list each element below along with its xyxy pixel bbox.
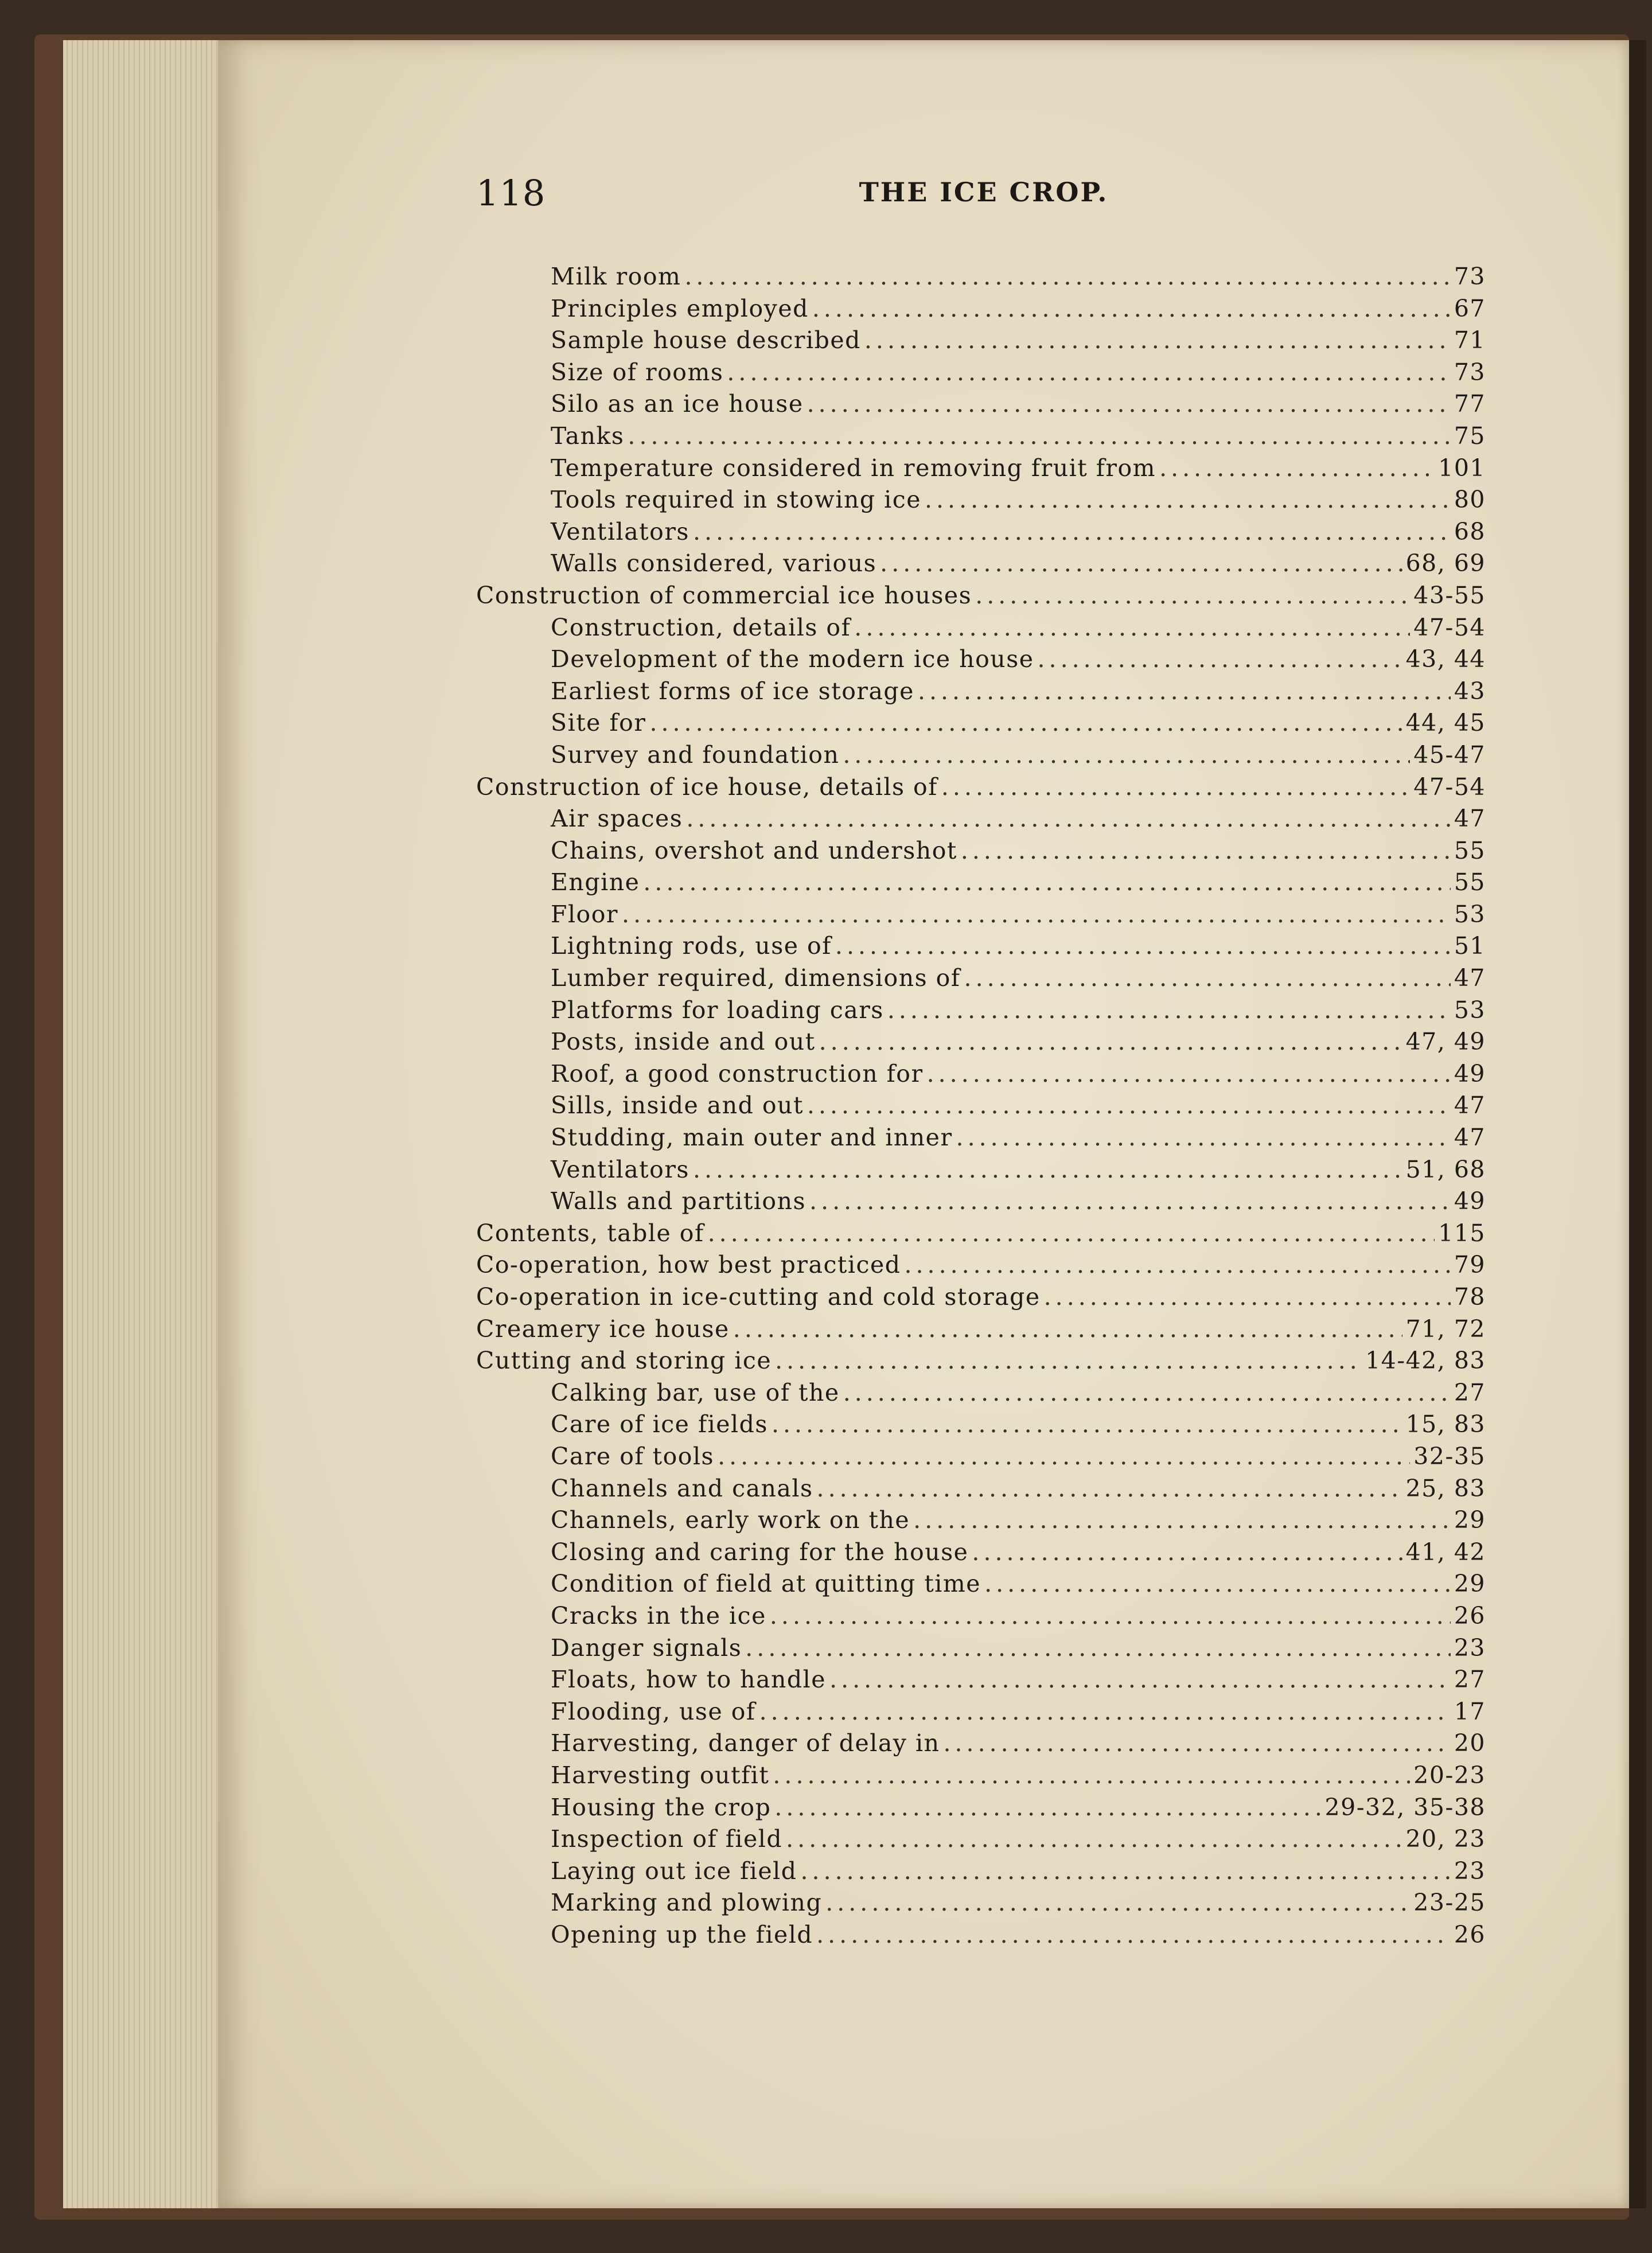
index-entry: [476, 709, 1486, 741]
entry-pages: 55: [1454, 868, 1486, 896]
entry-label: Contents, table of: [476, 1219, 704, 1247]
entry-label: Sills, inside and out: [551, 1092, 804, 1120]
index-entry: [476, 1475, 1486, 1507]
dot-leader: [718, 1443, 1410, 1470]
entry-pages: 47-54: [1413, 773, 1486, 801]
entry-pages: 55: [1454, 836, 1486, 864]
dot-leader: [825, 1889, 1410, 1916]
entry-pages: 23: [1454, 1634, 1486, 1662]
entry-pages: 20, 23: [1405, 1825, 1486, 1853]
entry-label: Creamery ice house: [476, 1315, 730, 1343]
index-entry: [476, 868, 1486, 901]
entry-label: Co-operation in ice-cutting and cold storage: [476, 1283, 1041, 1311]
entry-pages: 26: [1454, 1920, 1486, 1948]
index-entry: [476, 295, 1486, 327]
dot-leader: [943, 1729, 1450, 1757]
dot-leader: [972, 1538, 1402, 1566]
index-entry: [476, 645, 1486, 677]
entry-pages: 43, 44: [1405, 645, 1486, 673]
dot-leader: [864, 326, 1451, 354]
entry-label: Roof, a good construction for: [551, 1059, 924, 1087]
dot-leader: [843, 741, 1410, 769]
dot-leader: [887, 996, 1451, 1024]
index-entry: [476, 1315, 1486, 1347]
index-entry: [476, 901, 1486, 933]
dot-leader: [727, 358, 1450, 386]
entry-pages: 53: [1454, 996, 1486, 1024]
dot-leader: [684, 263, 1450, 290]
dot-leader: [918, 677, 1451, 705]
entry-label: Principles employed: [551, 294, 809, 322]
entry-label: Tools required in stowing ice: [551, 486, 921, 514]
entry-label: Housing the crop: [551, 1793, 772, 1821]
dot-leader: [819, 1028, 1402, 1055]
entry-label: Earliest forms of ice storage: [551, 677, 914, 705]
index-entry: [476, 1666, 1486, 1698]
entry-pages: 29-32, 35-38: [1324, 1793, 1486, 1821]
entry-pages: 27: [1454, 1378, 1486, 1406]
index-entry: [476, 1921, 1486, 1953]
dot-leader: [984, 1570, 1451, 1597]
index-entry: [476, 326, 1486, 358]
entry-pages: 71, 72: [1405, 1315, 1486, 1343]
entry-pages: 53: [1454, 900, 1486, 928]
dot-leader: [927, 1060, 1451, 1087]
entry-pages: 20-23: [1413, 1761, 1486, 1789]
entry-label: Floats, how to handle: [551, 1666, 827, 1694]
index-entry: [476, 263, 1486, 295]
dot-leader: [807, 1092, 1451, 1119]
index-entry: [476, 1506, 1486, 1538]
index-entry: [476, 773, 1486, 805]
entry-pages: 26: [1454, 1601, 1486, 1630]
entry-label: Channels, early work on the: [551, 1506, 910, 1534]
dot-leader: [835, 932, 1451, 960]
dot-leader: [941, 773, 1410, 801]
entry-pages: 49: [1454, 1187, 1486, 1215]
running-title: THE ICE CROP.: [859, 177, 1109, 208]
entry-label: Cracks in the ice: [551, 1601, 766, 1630]
index-entry: [476, 1538, 1486, 1570]
entry-label: Harvesting outfit: [551, 1761, 770, 1789]
entry-label: Survey and foundation: [551, 740, 840, 769]
dot-leader: [786, 1825, 1402, 1853]
entry-label: Silo as an ice house: [551, 390, 804, 418]
dot-leader: [913, 1506, 1451, 1534]
index-entry: [476, 1028, 1486, 1060]
entry-pages: 101: [1438, 454, 1486, 482]
index-entry: [476, 1602, 1486, 1634]
entry-pages: 47: [1454, 1092, 1486, 1120]
running-head: [476, 172, 1491, 218]
dot-leader: [770, 1602, 1451, 1630]
index-entry: [476, 518, 1486, 550]
index-entry: [476, 1634, 1486, 1666]
dot-leader: [772, 1410, 1402, 1438]
entry-pages: 47: [1454, 1124, 1486, 1152]
entry-pages: 43-55: [1413, 581, 1486, 609]
entry-pages: 71: [1454, 326, 1486, 354]
dot-leader: [880, 549, 1402, 577]
entry-pages: 47, 49: [1405, 1028, 1486, 1056]
dot-leader: [956, 1124, 1451, 1151]
dot-leader: [1044, 1283, 1451, 1311]
dot-leader: [643, 868, 1450, 896]
dot-leader: [925, 486, 1451, 513]
entry-pages: 23: [1454, 1857, 1486, 1885]
entry-label: Studding, main outer and inner: [551, 1124, 953, 1152]
entry-pages: 29: [1454, 1570, 1486, 1598]
dot-leader: [628, 422, 1450, 450]
entry-pages: 41, 42: [1405, 1538, 1486, 1566]
dot-leader: [817, 1475, 1402, 1502]
index-entry: [476, 1825, 1486, 1857]
dot-leader: [622, 901, 1451, 928]
entry-pages: 75: [1454, 422, 1486, 450]
dot-leader: [904, 1251, 1450, 1278]
entry-label: Development of the modern ice house: [551, 645, 1034, 673]
index-entry: [476, 932, 1486, 964]
entry-pages: 44, 45: [1405, 709, 1486, 737]
dot-leader: [812, 295, 1451, 322]
index-entry: [476, 486, 1486, 518]
entry-label: Laying out ice field: [551, 1857, 797, 1885]
dot-leader: [773, 1761, 1410, 1789]
index-entry: [476, 1761, 1486, 1794]
entry-pages: 51: [1454, 932, 1486, 960]
entry-pages: 47: [1454, 805, 1486, 833]
entry-label: Construction of commercial ice houses: [476, 581, 972, 609]
index-entry: [476, 422, 1486, 454]
entry-label: Danger signals: [551, 1634, 742, 1662]
entry-label: Engine: [551, 868, 640, 896]
index-entry: [476, 358, 1486, 391]
entry-label: Floor: [551, 900, 619, 928]
entry-label: Ventilators: [551, 1155, 689, 1183]
entry-label: Tanks: [551, 422, 625, 450]
dot-leader: [774, 1794, 1321, 1821]
index-entry: [476, 1124, 1486, 1156]
entry-label: Sample house described: [551, 326, 861, 354]
entry-pages: 17: [1454, 1697, 1486, 1725]
index-entry: [476, 964, 1486, 996]
dot-leader: [801, 1857, 1451, 1885]
entry-label: Temperature considered in removing fruit from: [551, 454, 1156, 482]
entry-label: Ventilators: [551, 517, 689, 545]
index-entry: [476, 549, 1486, 582]
dot-leader: [686, 805, 1450, 832]
index-entry: [476, 1347, 1486, 1379]
entry-label: Lightning rods, use of: [551, 932, 832, 960]
index-entry: [476, 1187, 1486, 1219]
entry-pages: 27: [1454, 1666, 1486, 1694]
entry-pages: 49: [1454, 1059, 1486, 1087]
index-entry: [476, 1889, 1486, 1921]
entry-label: Flooding, use of: [551, 1697, 756, 1725]
index-entry: [476, 1060, 1486, 1092]
entry-label: Site for: [551, 709, 646, 737]
entry-pages: 14-42, 83: [1365, 1347, 1486, 1375]
entry-pages: 68: [1454, 517, 1486, 545]
dot-leader: [775, 1347, 1362, 1374]
dot-leader: [961, 837, 1451, 864]
entry-label: Co-operation, how best practiced: [476, 1251, 901, 1279]
entry-pages: 77: [1454, 390, 1486, 418]
entry-label: Walls considered, various: [551, 549, 877, 578]
entry-label: Construction, details of: [551, 613, 851, 641]
entry-pages: 67: [1454, 294, 1486, 322]
dot-leader: [816, 1921, 1451, 1948]
entry-label: Harvesting, danger of delay in: [551, 1729, 940, 1757]
dot-leader: [708, 1219, 1435, 1247]
index-entry: [476, 390, 1486, 422]
entry-pages: 79: [1454, 1251, 1486, 1279]
index-entry: [476, 837, 1486, 869]
dot-leader: [1038, 645, 1402, 673]
entry-pages: 47-54: [1413, 613, 1486, 641]
entry-pages: 20: [1454, 1729, 1486, 1757]
index-entry: [476, 1570, 1486, 1602]
dot-leader: [745, 1634, 1451, 1662]
entry-label: Opening up the field: [551, 1920, 813, 1948]
entry-label: Size of rooms: [551, 358, 724, 386]
dot-leader: [829, 1666, 1451, 1693]
dot-leader: [843, 1379, 1451, 1406]
index-entry: [476, 614, 1486, 646]
entry-pages: 32-35: [1413, 1442, 1486, 1470]
entry-pages: 47: [1454, 964, 1486, 992]
index-entry: [476, 805, 1486, 837]
index-entry: [476, 996, 1486, 1028]
page-edges: [63, 40, 235, 2208]
dot-leader: [649, 709, 1402, 736]
index-entry: [476, 1698, 1486, 1730]
dot-leader: [759, 1698, 1451, 1725]
entry-pages: 73: [1454, 358, 1486, 386]
entry-label: Inspection of field: [551, 1825, 783, 1853]
index-list: [476, 263, 1486, 1952]
index-entry: [476, 741, 1486, 773]
index-entry: [476, 582, 1486, 614]
entry-pages: 23-25: [1413, 1889, 1486, 1917]
index-entry: [476, 1219, 1486, 1252]
dot-leader: [975, 582, 1410, 609]
entry-label: Closing and caring for the house: [551, 1538, 969, 1566]
dot-leader: [809, 1187, 1451, 1215]
entry-label: Care of tools: [551, 1442, 715, 1470]
dot-leader: [854, 614, 1410, 641]
dot-leader: [733, 1315, 1402, 1343]
dot-leader: [807, 390, 1451, 418]
entry-pages: 43: [1454, 677, 1486, 705]
entry-label: Lumber required, dimensions of: [551, 964, 961, 992]
index-entry: [476, 1251, 1486, 1283]
entry-pages: 73: [1454, 263, 1486, 290]
entry-label: Milk room: [551, 263, 681, 290]
entry-pages: 15, 83: [1405, 1410, 1486, 1439]
entry-pages: 29: [1454, 1506, 1486, 1534]
entry-label: Platforms for loading cars: [551, 996, 884, 1024]
index-entry: [476, 1794, 1486, 1826]
index-entry: [476, 1283, 1486, 1315]
entry-pages: 115: [1438, 1219, 1486, 1247]
index-entry: [476, 1092, 1486, 1124]
entry-pages: 51, 68: [1405, 1155, 1486, 1183]
dot-leader: [693, 518, 1451, 545]
page-number: 118: [476, 172, 546, 214]
entry-label: Marking and plowing: [551, 1889, 823, 1917]
index-entry: [476, 677, 1486, 710]
entry-label: Chains, overshot and undershot: [551, 836, 957, 864]
index-entry: [476, 1729, 1486, 1761]
entry-pages: 78: [1454, 1283, 1486, 1311]
entry-label: Walls and partitions: [551, 1187, 806, 1215]
dot-leader: [693, 1156, 1402, 1183]
entry-label: Care of ice fields: [551, 1410, 768, 1439]
index-entry: [476, 1857, 1486, 1889]
index-entry: [476, 1443, 1486, 1475]
entry-label: Cutting and storing ice: [476, 1347, 772, 1375]
dot-leader: [964, 964, 1451, 992]
entry-label: Posts, inside and out: [551, 1028, 816, 1056]
entry-pages: 80: [1454, 486, 1486, 514]
entry-label: Calking bar, use of the: [551, 1378, 840, 1406]
index-entry: [476, 1379, 1486, 1411]
entry-label: Construction of ice house, details of: [476, 773, 938, 801]
dot-leader: [1159, 454, 1435, 482]
entry-label: Channels and canals: [551, 1474, 813, 1502]
entry-pages: 45-47: [1413, 740, 1486, 769]
entry-pages: 68, 69: [1405, 549, 1486, 578]
entry-label: Condition of field at quitting time: [551, 1570, 981, 1598]
entry-pages: 25, 83: [1405, 1474, 1486, 1502]
index-entry: [476, 1410, 1486, 1443]
index-entry: [476, 1156, 1486, 1188]
entry-label: Air spaces: [551, 805, 683, 833]
index-entry: [476, 454, 1486, 486]
